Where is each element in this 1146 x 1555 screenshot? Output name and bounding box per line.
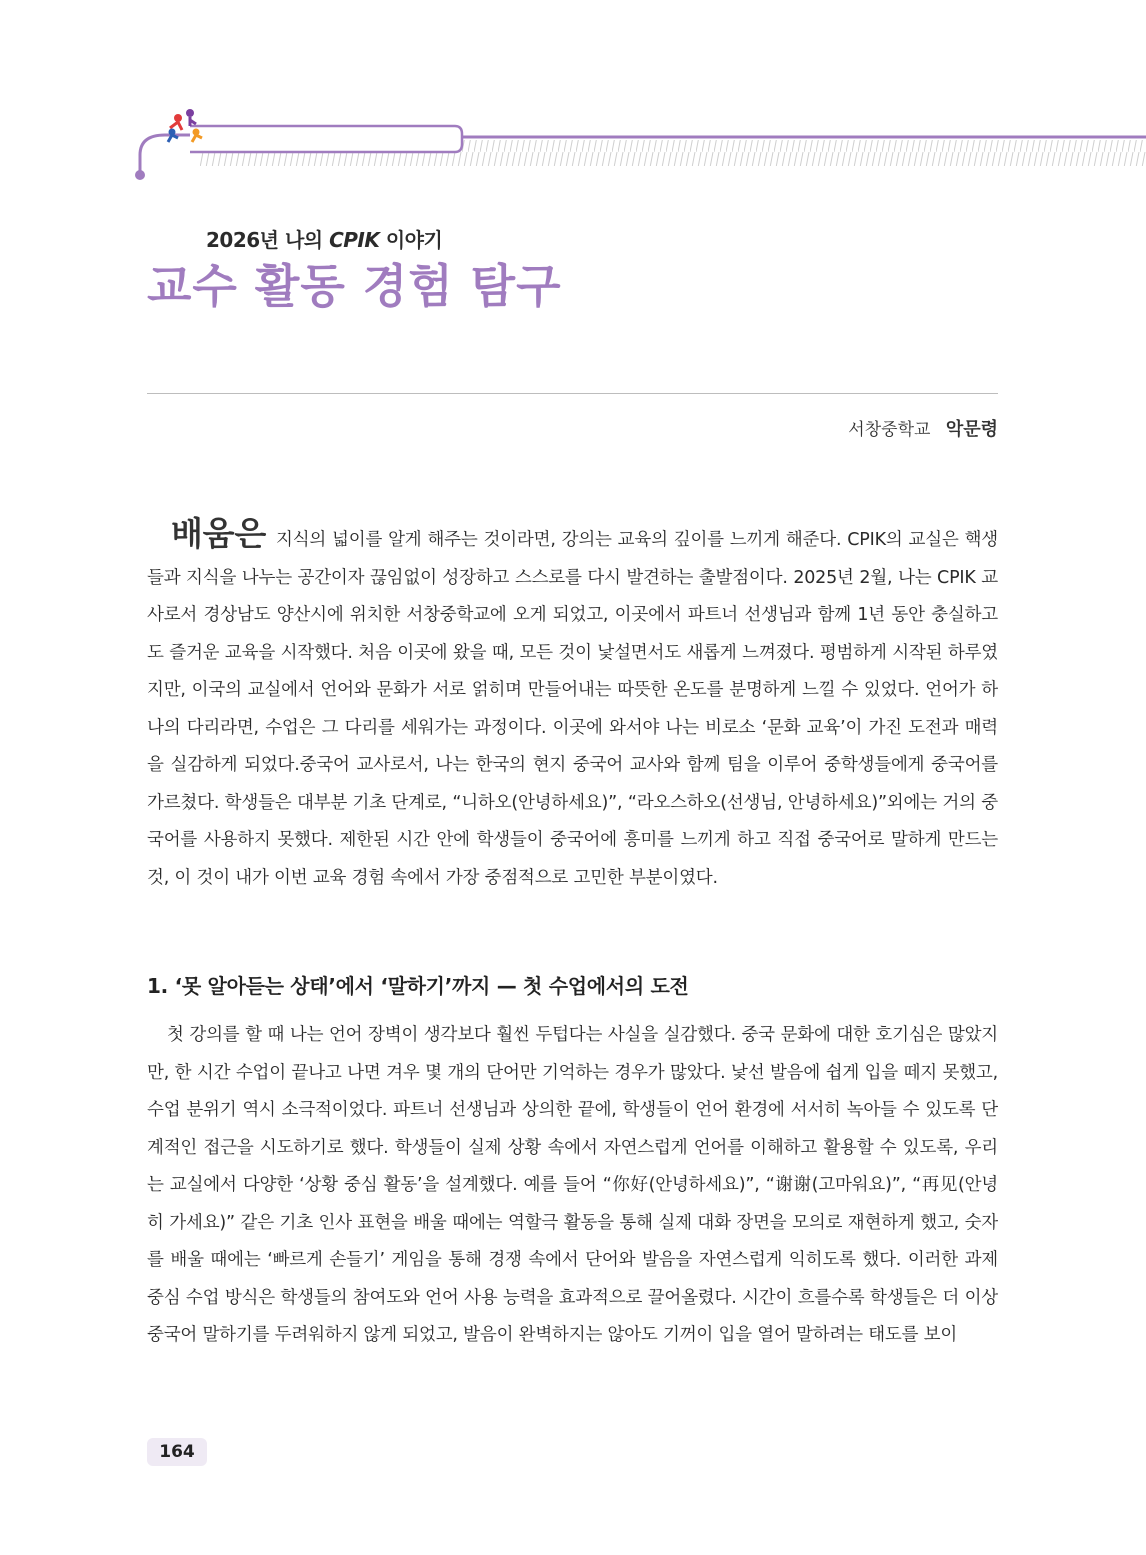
header-decoration: [0, 100, 1146, 190]
author-school: 서창중학교: [848, 420, 931, 440]
series-prefix: 2026년 나의: [206, 228, 323, 252]
intro-dropcap: 배움은: [171, 514, 267, 553]
section-heading: 1. ‘못 알아듣는 상태’에서 ‘말하기’까지 — 첫 수업에서의 도전: [147, 974, 689, 998]
intro-paragraph: [147, 515, 998, 897]
series-title: [206, 224, 442, 253]
intro-text: 지식의 넓이를 알게 해주는 것이라면, 강의는 교육의 깊이를 느끼게 해준다. CPIK의 교실은 핵생들과 지식을 나누는 공간이자 끊임없이 성장하고 스스로를 다시 발견하는 출발점이다. 2025년 2월, 나는 CPIK 교사로서 경상남도 양산시에 위치한 서창중학교에 오게 되었고, 이곳에서 파트너 선생님과 함께 1년 동안 충실하고도 즐거운 교육을 시작했다. 처음 이곳에 왔을 때, 모든 것이 낯설면서도 새롭게 느껴졌다. 평범하게 시작된 하루였지만, 이국의 교실에서 언어와 문화가 서로 얽히며 만들어내는 따뜻한 온도를 분명하게 느낄 수 있었다. 언어가 하나의 다리라면, 수업은 그 다리를 세워가는 과정이다. 이곳에 와서야 나는 비로소 ‘문화 교육’이 가진 도전과 매력을 실감하게 되었다.중국어 교사로서, 나는 한국의 현지 중국어 교사와 함께 팀을 이루어 중학생들에게 중국어를 가르쳤다. 학생들은 대부분 기초 단계로, “니하오(안녕하세요)”, “라오스하오(선생님, 안녕하세요)”외에는 거의 중국어를 사용하지 못했다. 제한된 시간 안에 학생들이 중국어에 흥미를 느끼게 하고 직접 중국어로 말하게 만드는 것, 이 것이 내가 이번 교육 경험 속에서 가장 중점적으로 고민한 부분이였다.: [147, 530, 998, 888]
author-byline: [848, 415, 998, 441]
series-brand: CPIK: [329, 228, 380, 252]
page-title: 교수 활동 경험 탐구: [147, 259, 562, 313]
series-header: [0, 100, 1146, 252]
page-number: 164: [147, 1438, 207, 1466]
section-paragraph: 첫 강의를 할 때 나는 언어 장벽이 생각보다 훨씬 두텁다는 사실을 실감했다. 중국 문화에 대한 호기심은 많았지만, 한 시간 수업이 끝나고 나면 겨우 몇 개의 단어만 기억하는 경우가 많았다. 낯선 발음에 쉽게 입을 떼지 못했고, 수업 분위기 역시 소극적이었다. 파트너 선생님과 상의한 끝에, 학생들이 언어 환경에 서서히 녹아들 수 있도록 단계적인 접근을 시도하기로 했다. 학생들이 실제 상황 속에서 자연스럽게 언어를 이해하고 활용할 수 있도록, 우리는 교실에서 다양한 ‘상황 중심 활동’을 설계했다. 예를 들어 “你好(안녕하세요)”, “谢谢(고마워요)”, “再见(안녕히 가세요)” 같은 기초 인사 표현을 배울 때에는 역할극 활동을 통해 실제 대화 장면을 모의로 재현하게 했고, 숫자를 배울 때에는 ‘빠르게 손들기’ 게임을 통해 경쟁 속에서 단어와 발음을 자연스럽게 익히도록 했다. 이러한 과제 중심 수업 방식은 학생들의 참여도와 언어 사용 능력을 효과적으로 끌어올렸다. 시간이 흐를수록 학생들은 더 이상 중국어 말하기를 두려워하지 않게 되었고, 발음이 완벽하지는 않아도 기꺼이 입을 열어 말하려는 태도를 보이: [147, 1025, 998, 1345]
author-name: 악문령: [945, 419, 998, 440]
series-suffix: 이야기: [385, 228, 443, 252]
title-divider: [147, 393, 998, 394]
